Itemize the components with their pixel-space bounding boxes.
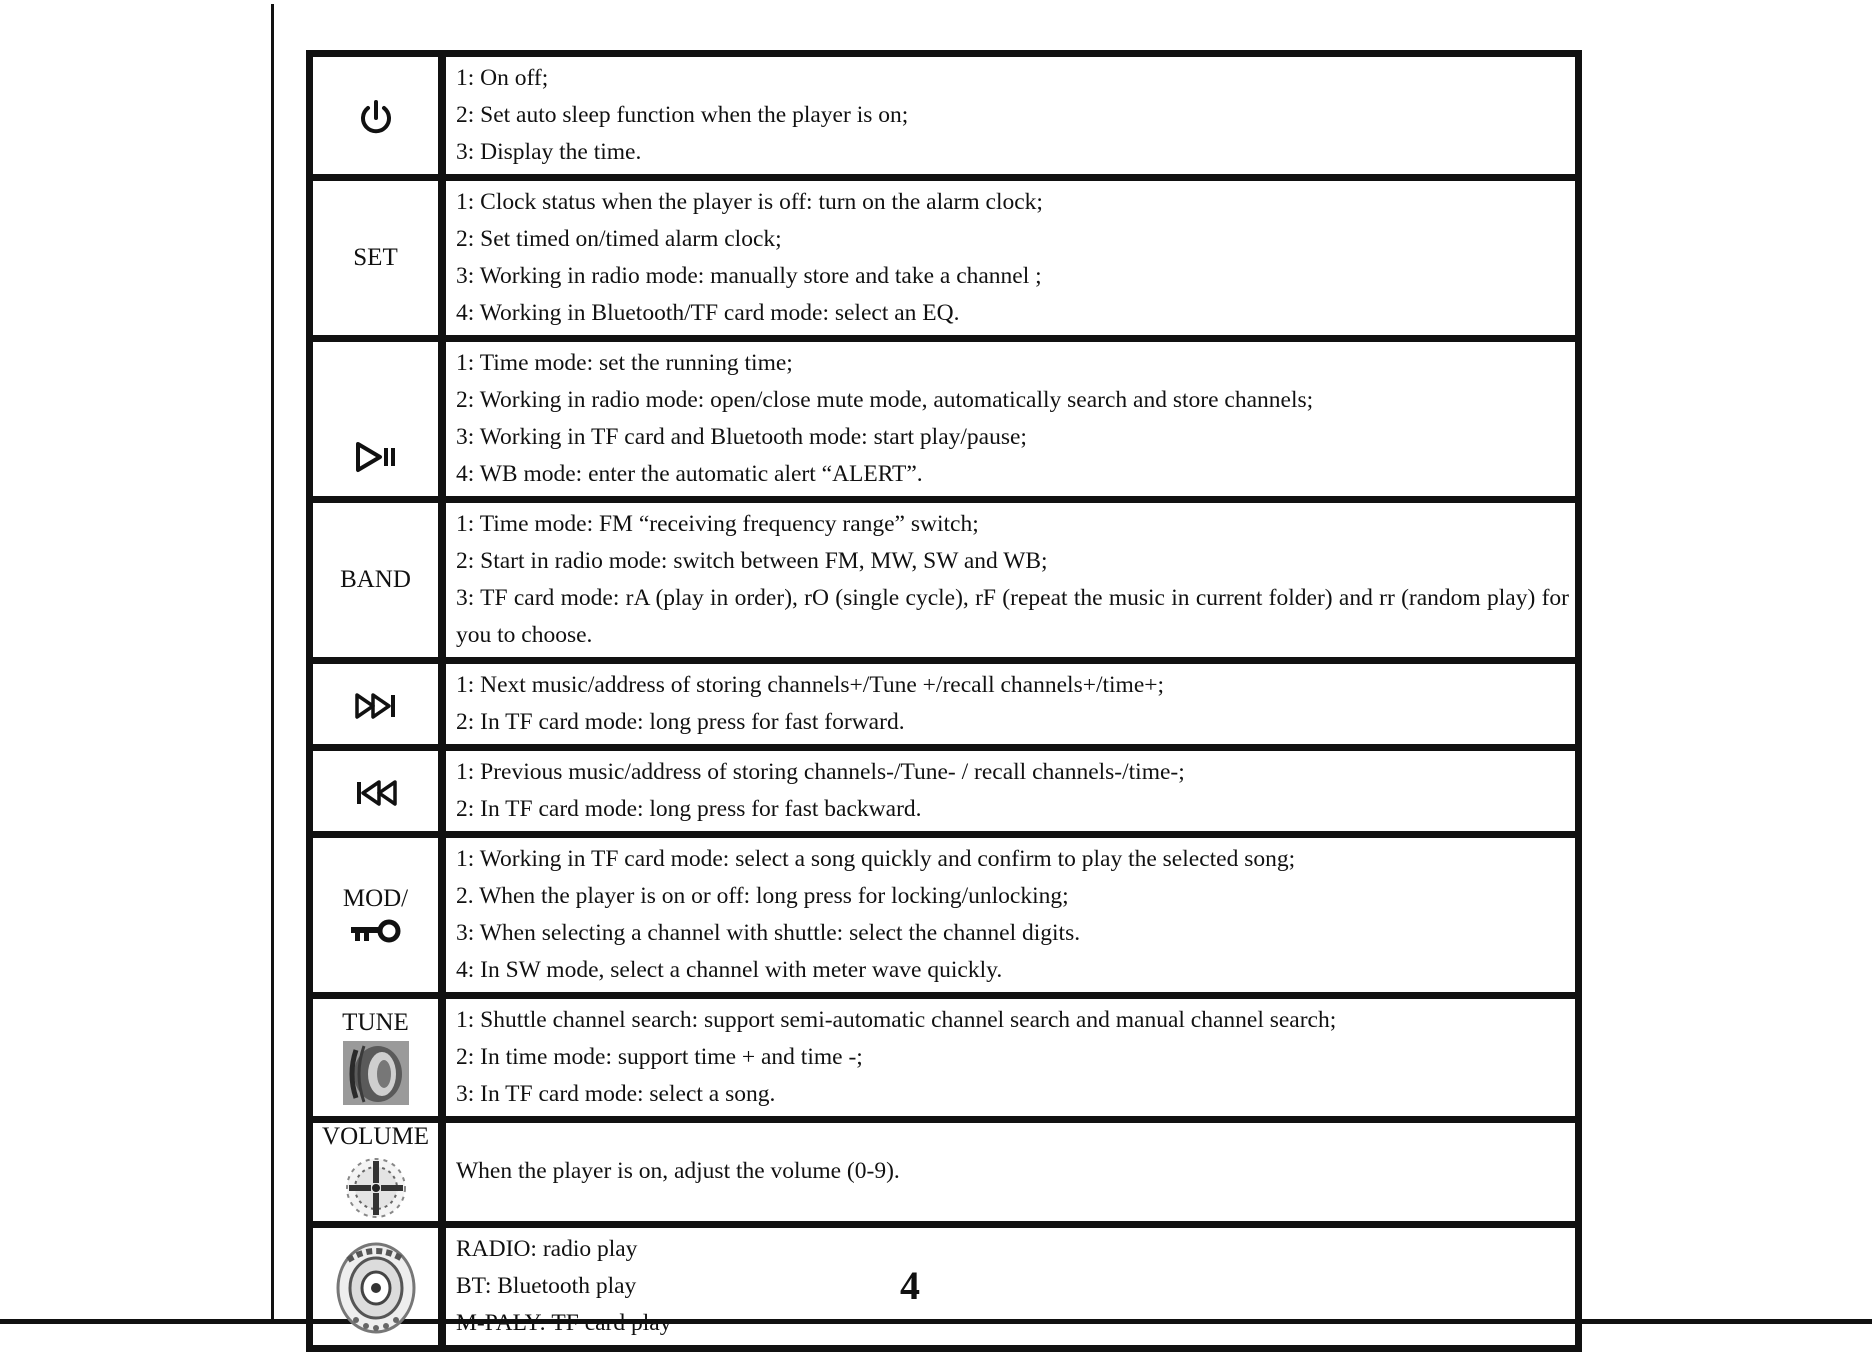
description-line: 3: When selecting a channel with shuttle: select the channel digits. [456,920,1081,946]
description-line: 3: In TF card mode: select a song. [456,1081,776,1107]
description-line: 2: Set timed on/timed alarm clock; [456,226,782,252]
table-row [310,996,1579,1120]
table-row [310,339,1579,500]
description-line: 3: Display the time. [456,139,642,165]
key-cell [310,835,443,996]
key-icon [349,917,403,945]
description-line: 2: Start in radio mode: switch between FM, MW, SW and WB; [456,548,1048,574]
set-key-label: SET [353,244,398,272]
volume-key-label: VOLUME [322,1123,429,1150]
description-cell [442,835,1579,996]
description-line: 3: Working in TF card and Bluetooth mode: start play/pause; [456,424,1027,450]
description-line: RADIO: radio play [456,1235,638,1262]
description-line: 4: In SW mode, select a channel with meter wave quickly. [456,957,1003,983]
description-line: 1: Clock status when the player is off: turn on the alarm clock; [456,189,1043,215]
description-cell [442,996,1579,1120]
description-line: 1: Working in TF card mode: select a song quickly and confirm to play the selected song; [456,846,1296,872]
description-cell [442,54,1579,178]
description-line: 3: TF card mode: rA (play in order), rO (single cycle), rF (repeat the music in current folder) and rr (random play) for you to choose. [456,585,1569,648]
description-line: 1: Shuttle channel search: support semi-automatic channel search and manual channel search; [456,1007,1337,1033]
key-cell [310,996,443,1120]
description-line: 2: In time mode: support time + and time -; [456,1044,863,1070]
table-row [310,1224,1579,1348]
table-row [310,661,1579,748]
description-cell [442,178,1579,339]
description-line: 1: Time mode: FM “receiving frequency range” switch; [456,511,979,537]
volume-knob-icon [341,1155,411,1221]
description-line: 1: On off; [456,65,549,91]
description-cell [442,339,1579,500]
description-cell [442,500,1579,661]
table-row [310,54,1579,178]
key-cell [310,748,443,835]
description-line: 1: Time mode: set the running time; [456,350,793,376]
button-function-table [306,50,1582,1352]
description-line: When the player is on, adjust the volume (0-9). [456,1158,900,1185]
table-row [310,178,1579,339]
description-line: 2: Working in radio mode: open/close mute mode, automatically search and store channels; [456,387,1314,413]
description-line: 1: Next music/address of storing channels+/Tune +/recall channels+/time+; [456,672,1165,698]
mod-key-label: MOD/ [342,885,409,913]
tune-key-label: TUNE [342,1008,409,1036]
table-row [310,835,1579,996]
description-line: 4: Working in Bluetooth/TF card mode: select an EQ. [456,300,960,326]
description-line: 4: WB mode: enter the automatic alert “ALERT”. [456,461,923,487]
key-cell [310,54,443,178]
page-number: 4 [900,1263,920,1308]
previous-icon [354,778,398,808]
left-margin-rule [271,4,274,1320]
key-cell [310,178,443,339]
key-cell [310,661,443,748]
description-line: 1: Previous music/address of storing channels-/Tune- / recall channels-/time-; [456,759,1185,785]
key-cell [310,1224,443,1348]
next-icon [354,691,398,721]
description-cell [442,1224,1579,1348]
table-row [310,1120,1579,1225]
key-cell [310,500,443,661]
description-line: 2: Set auto sleep function when the player is on; [456,102,909,128]
table-row [310,748,1579,835]
table-row [310,500,1579,661]
description-line: M-PALY: TF card play [456,1309,672,1336]
band-key-label: BAND [340,566,411,594]
power-icon [356,98,396,138]
description-cell [442,748,1579,835]
mode-dial-icon [334,1240,418,1336]
play-pause-icon [354,440,398,474]
tune-knob-icon [342,1040,410,1106]
description-line: 3: Working in radio mode: manually store and take a channel ; [456,263,1042,289]
description-line: 2: In TF card mode: long press for fast forward. [456,709,905,735]
description-line: 2: In TF card mode: long press for fast backward. [456,796,922,822]
description-cell [442,661,1579,748]
key-cell [310,339,443,500]
description-cell [442,1120,1579,1225]
description-line: 2. When the player is on or off: long press for locking/unlocking; [456,883,1069,909]
key-cell [310,1120,443,1225]
description-line: BT: Bluetooth play [456,1272,637,1299]
